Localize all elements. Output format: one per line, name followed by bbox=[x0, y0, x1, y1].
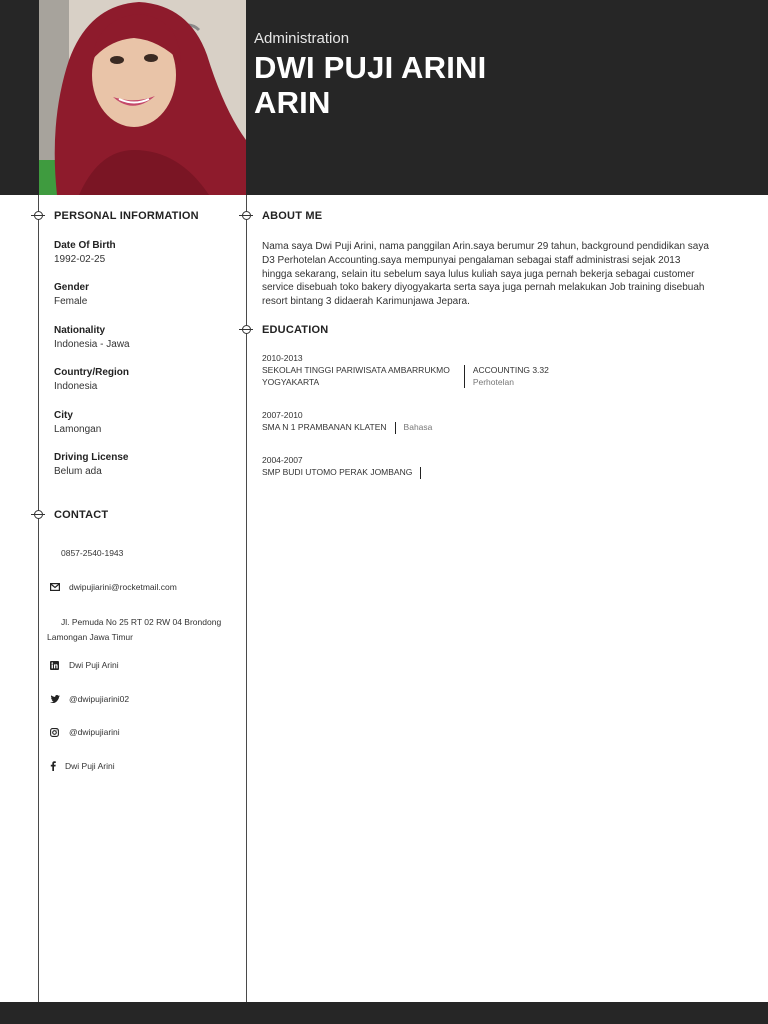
twitter-text: @dwipujiarini02 bbox=[69, 694, 130, 704]
about-me-text: Nama saya Dwi Puji Arini, nama panggilan Arin.saya berumur 29 tahun, background pendidikan saya D3 Perhotelan Accounting.saya mempunyai pengalaman sebagai staff administrasi sejak 2013 hingga sekarang, selain itu sebelum saya lulus kuliah saya juga pernah bekerja sebagai customer service disebuah toko bakery diyogyakarta serta saya juga pernah melakukan Job training disebuah resort bintang 3 didaerah Karimunjawa Jepara. bbox=[262, 241, 709, 308]
contact-email[interactable] bbox=[50, 582, 177, 592]
address-line2: Lamongan Jawa Timur bbox=[47, 632, 133, 642]
pi-gender bbox=[54, 282, 89, 307]
education-title: EDUCATION bbox=[262, 324, 329, 336]
candidate-name bbox=[254, 50, 486, 120]
pi-value: Female bbox=[54, 296, 88, 307]
education-divider bbox=[395, 422, 396, 434]
email-text: dwipujiarini@rocketmail.com bbox=[69, 582, 177, 592]
education-entry bbox=[262, 455, 429, 479]
header-banner bbox=[0, 0, 768, 195]
pi-city bbox=[54, 410, 101, 435]
personal-info-title: PERSONAL INFORMATION bbox=[54, 210, 199, 222]
pi-value: Indonesia bbox=[54, 381, 98, 392]
envelope-icon bbox=[50, 583, 64, 591]
personal-section-marker bbox=[34, 211, 43, 220]
pi-value: Indonesia - Jawa bbox=[54, 339, 130, 350]
pi-driving-license bbox=[54, 452, 128, 477]
pi-value: Lamongan bbox=[54, 424, 102, 435]
contact-title: CONTACT bbox=[54, 509, 109, 521]
major-sub: Bahasa bbox=[403, 422, 433, 432]
pi-label: City bbox=[54, 410, 73, 421]
education-section-marker bbox=[242, 325, 251, 334]
school-line1: SMP BUDI UTOMO PERAK JOMBANG bbox=[262, 467, 413, 477]
pi-label: Driving License bbox=[54, 452, 129, 463]
education-entry bbox=[262, 353, 549, 388]
about-section-marker bbox=[242, 211, 251, 220]
address-line1: Jl. Pemuda No 25 RT 02 RW 04 Brondong bbox=[61, 617, 222, 627]
pi-label: Country/Region bbox=[54, 367, 129, 378]
education-divider bbox=[464, 365, 465, 388]
left-timeline-line bbox=[38, 195, 39, 1002]
school-line1: SEKOLAH TINGGI PARIWISATA AMBARRUKMO bbox=[262, 365, 450, 375]
phone-text: 0857-2540-1943 bbox=[61, 548, 124, 558]
contact-linkedin[interactable] bbox=[50, 660, 119, 670]
right-timeline-line bbox=[246, 195, 247, 1002]
pi-date-of-birth bbox=[54, 240, 116, 265]
education-years: 2007-2010 bbox=[262, 410, 303, 420]
pi-label: Gender bbox=[54, 282, 90, 293]
facebook-text: Dwi Puji Arini bbox=[65, 761, 115, 771]
school-line2: YOGYAKARTA bbox=[262, 376, 320, 387]
about-me-title: ABOUT ME bbox=[262, 210, 323, 222]
linkedin-icon bbox=[50, 661, 64, 670]
education-entry bbox=[262, 410, 432, 434]
footer-bar bbox=[0, 1002, 768, 1024]
contact-instagram[interactable] bbox=[50, 727, 120, 737]
pi-label: Date Of Birth bbox=[54, 240, 116, 251]
contact-facebook[interactable] bbox=[50, 761, 115, 771]
education-school bbox=[262, 365, 450, 388]
major-sub: Perhotelan bbox=[472, 376, 514, 387]
profile-photo bbox=[39, 0, 246, 195]
education-years: 2004-2007 bbox=[262, 455, 303, 465]
pi-label: Nationality bbox=[54, 325, 106, 336]
school-line1: SMA N 1 PRAMBANAN KLATEN bbox=[262, 422, 387, 432]
linkedin-text: Dwi Puji Arini bbox=[69, 660, 119, 670]
profile-photo-illustration bbox=[39, 0, 246, 195]
twitter-icon bbox=[50, 695, 64, 703]
pi-country-region bbox=[54, 367, 129, 392]
candidate-name-line1: DWI PUJI ARINI bbox=[254, 50, 487, 85]
education-major bbox=[473, 365, 549, 388]
pi-value: Belum ada bbox=[54, 466, 102, 477]
facebook-icon bbox=[50, 761, 60, 771]
job-title: Administration bbox=[254, 30, 350, 47]
contact-twitter[interactable] bbox=[50, 694, 129, 704]
education-years: 2010-2013 bbox=[262, 353, 303, 363]
contact-phone[interactable] bbox=[61, 548, 123, 558]
major-text: ACCOUNTING 3.32 bbox=[472, 365, 549, 375]
candidate-name-line2: ARIN bbox=[254, 85, 331, 120]
pi-value: 1992-02-25 bbox=[54, 254, 106, 265]
contact-address bbox=[47, 615, 221, 645]
instagram-text: @dwipujiarini bbox=[69, 727, 120, 737]
contact-section-marker bbox=[34, 510, 43, 519]
education-divider bbox=[420, 467, 421, 479]
instagram-icon bbox=[50, 728, 64, 737]
pi-nationality bbox=[54, 325, 130, 350]
